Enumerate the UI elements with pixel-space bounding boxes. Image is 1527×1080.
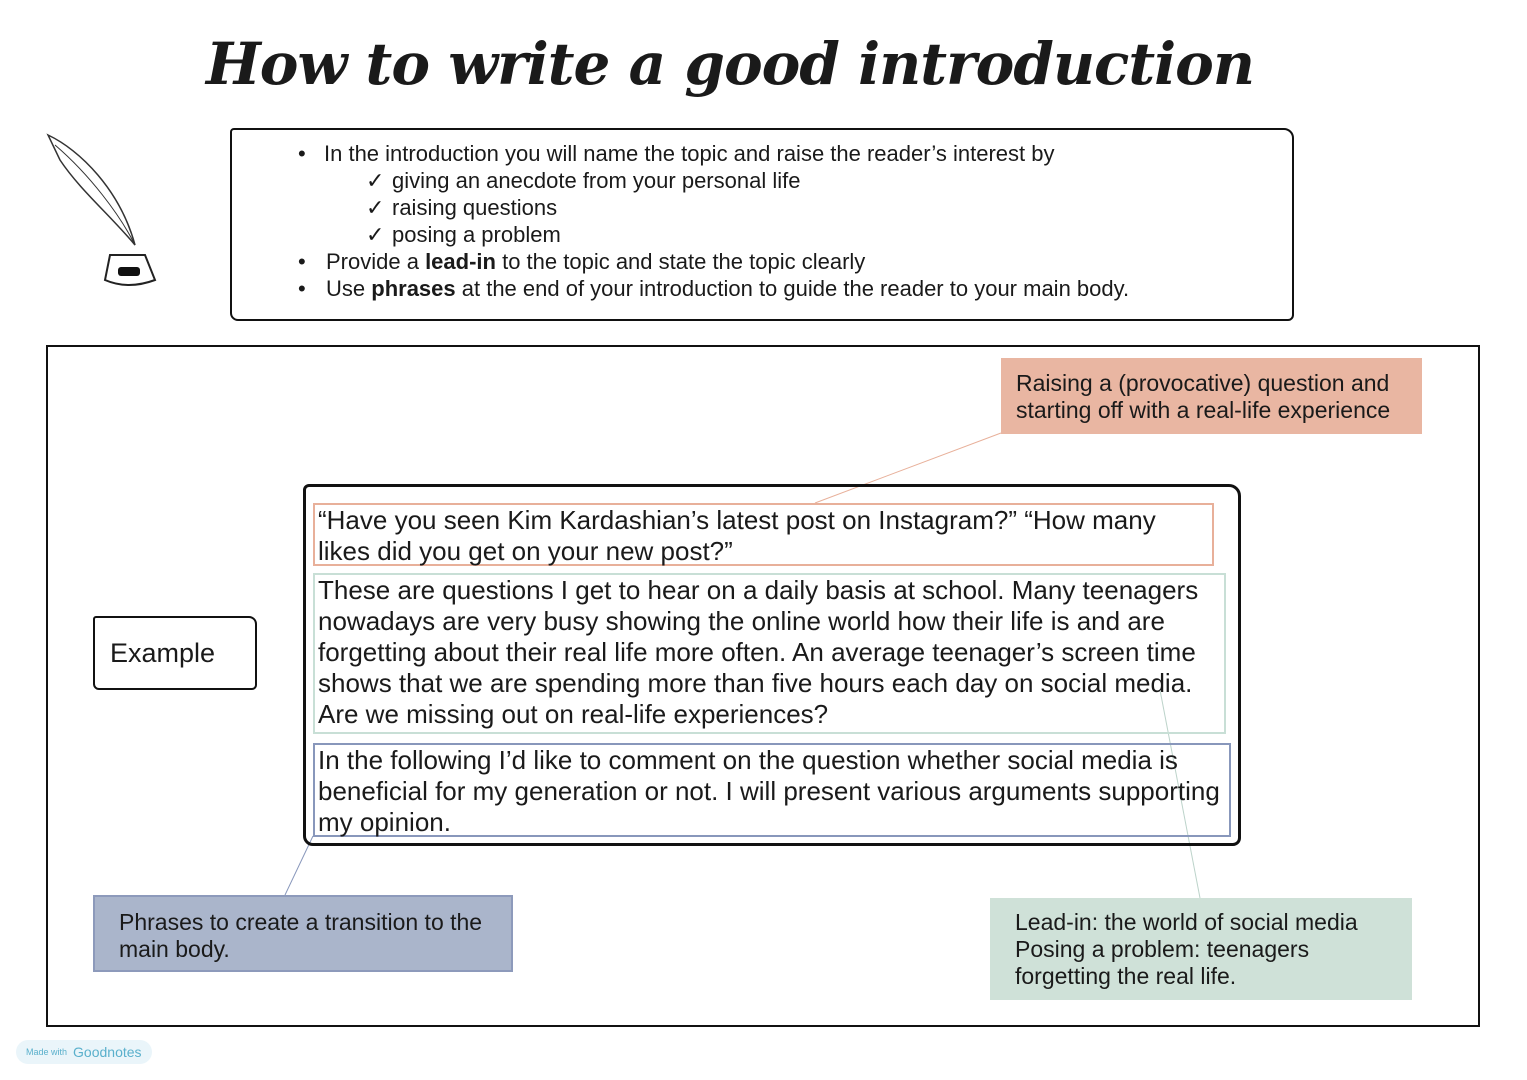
text: Provide a	[326, 249, 426, 274]
text: at the end of your introduction to guide the reader to your main body.	[455, 276, 1130, 301]
tip-interest: In the introduction you will name the topic and raise the reader’s interest by	[324, 141, 1055, 166]
bullet: •	[298, 249, 306, 274]
example-label: Example	[93, 616, 257, 690]
note-leadin	[990, 898, 1412, 1000]
text: Use	[326, 276, 372, 301]
example-leadin: These are questions I get to hear on a daily basis at school. Many teenagers nowadays are very busy showing the online world how their life is and are forgetting about their real life more often. An average teenager’s screen time shows that we are spending more than five hours each day on social media. Are we missing out on real-life experiences?	[313, 573, 1226, 734]
badge-brand: Goodnotes	[73, 1044, 142, 1060]
note-line: Lead-in: the world of social media	[1015, 909, 1358, 935]
note-line: Posing a problem: teenagers	[1015, 936, 1310, 962]
note-line: forgetting the real life.	[1015, 963, 1237, 989]
example-question: “Have you seen Kim Kardashian’s latest post on Instagram?” “How many likes did you get on your new post?”	[313, 503, 1214, 566]
note-question: Raising a (provocative) question and starting off with a real-life experience	[1001, 358, 1422, 434]
bold-text: phrases	[371, 276, 456, 301]
bold-text: lead-in	[425, 249, 496, 274]
text: to the topic and state the topic clearly	[495, 249, 866, 274]
note-phrases: Phrases to create a transition to the main body.	[93, 895, 513, 972]
bullet: •	[298, 141, 306, 166]
goodnotes-badge[interactable]	[16, 1040, 152, 1064]
tip-problem: posing a problem	[392, 222, 561, 247]
check-icon: ✓	[366, 195, 385, 220]
page-title: How to write a good introduction	[205, 30, 1255, 98]
check-icon: ✓	[366, 222, 385, 247]
tip-questions: raising questions	[392, 195, 558, 220]
tip-anecdote: giving an anecdote from your personal life	[392, 168, 801, 193]
badge-small-text: Made with	[26, 1047, 68, 1057]
bullet: •	[298, 276, 306, 301]
check-icon: ✓	[366, 168, 385, 193]
example-transition: In the following I’d like to comment on the question whether social media is beneficial for my generation or not. I will present various arguments supporting my opinion.	[313, 743, 1231, 837]
